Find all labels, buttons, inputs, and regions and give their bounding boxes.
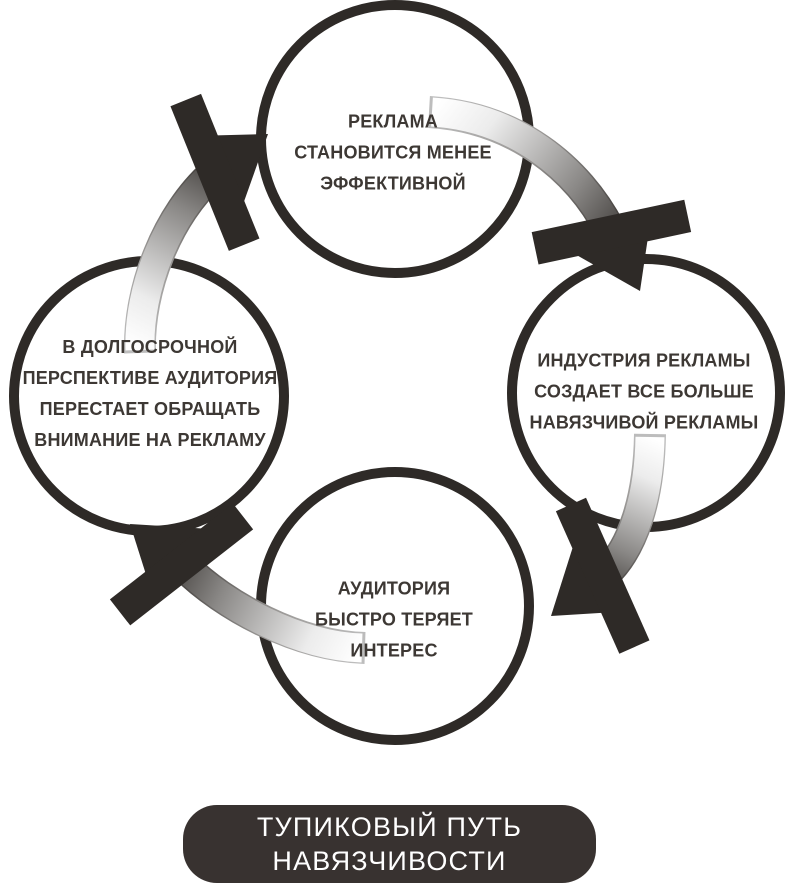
node-left-label [23, 332, 278, 456]
node-right-label [530, 346, 759, 439]
caption-pill [183, 805, 596, 883]
node-right-line: НАВЯЗЧИВОЙ РЕКЛАМЫ [529, 412, 759, 433]
node-bottom-line: АУДИТОРИЯ [337, 578, 451, 599]
node-left-line: В ДОЛГОСРОЧНОЙ [62, 337, 238, 357]
node-bottom-line: БЫСТРО ТЕРЯЕТ [315, 609, 473, 630]
node-bottom-label [315, 574, 473, 667]
node-left-line: ПЕРЕСТАЕТ ОБРАЩАТЬ [39, 399, 261, 419]
node-bottom-line: ИНТЕРЕС [350, 640, 438, 661]
node-left-line: ВНИМАНИЕ НА РЕКЛАМУ [34, 430, 266, 450]
node-top-line: ЭФФЕКТИВНОЙ [320, 173, 466, 194]
node-top-label [294, 107, 492, 200]
arrow-left-to-top-icon [140, 69, 315, 353]
caption-line: ТУПИКОВЫЙ ПУТЬ [256, 812, 523, 842]
caption-line: НАВЯЗЧИВОСТИ [272, 846, 507, 876]
node-right-line: СОЗДАЕТ ВСЕ БОЛЬШЕ [534, 381, 754, 402]
node-left-line: ПЕРСПЕКТИВЕ АУДИТОРИЯ [22, 368, 278, 388]
node-top-line: СТАНОВИТСЯ МЕНЕЕ [294, 142, 492, 163]
node-right-line: ИНДУСТРИЯ РЕКЛАМЫ [537, 350, 751, 371]
node-top-line: РЕКЛАМА [347, 111, 439, 132]
